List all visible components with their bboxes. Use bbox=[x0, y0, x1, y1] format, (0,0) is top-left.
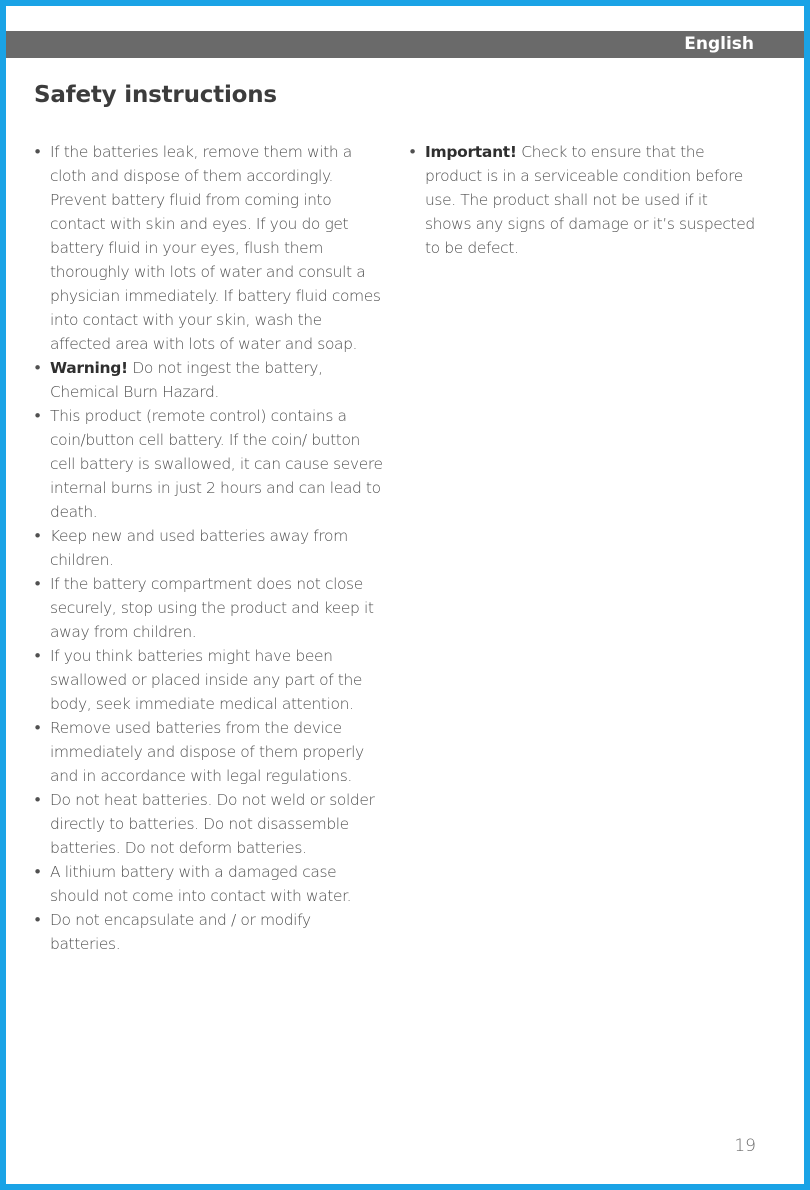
bullet-icon: • bbox=[33, 791, 42, 809]
page-title: Safety instructions bbox=[34, 82, 277, 108]
list-item bbox=[408, 140, 758, 260]
important-lead: Important! bbox=[425, 143, 517, 161]
item-text: A lithium battery with a damaged case should not come into contact with water. bbox=[50, 863, 352, 905]
right-column-list bbox=[408, 140, 758, 260]
list-item bbox=[33, 716, 383, 788]
item-text: Do not heat batteries. Do not weld or solder directly to batteries. Do not disassemble batteries. Do not deform batteries. bbox=[50, 791, 375, 857]
bullet-icon: • bbox=[33, 359, 42, 377]
item-text: This product (remote control) contains a coin/button cell battery. If the coin/ button cell battery is swallowed, it can cause severe internal burns in just 2 hours and can lead to death. bbox=[50, 407, 383, 521]
bullet-icon: • bbox=[33, 575, 42, 593]
bullet-icon: • bbox=[33, 911, 42, 929]
item-text: Remove used batteries from the device immediately and dispose of them properly and in accordance with legal regulations. bbox=[50, 719, 364, 785]
item-text: If you think batteries might have been swallowed or placed inside any part of the body, seek immediate medical attention. bbox=[50, 647, 363, 713]
list-item bbox=[33, 356, 383, 404]
list-item bbox=[33, 908, 383, 956]
list-item bbox=[33, 404, 383, 524]
bullet-icon: • bbox=[408, 143, 417, 161]
page-number: 19 bbox=[734, 1136, 756, 1156]
item-text: Check to ensure that the product is in a serviceable condition before use. The product shall not be used if it shows any signs of damage or it’s suspected to be defect. bbox=[425, 143, 755, 257]
list-item bbox=[33, 524, 383, 572]
warning-lead: Warning! bbox=[50, 359, 128, 377]
language-label: English bbox=[684, 34, 754, 54]
list-item bbox=[33, 860, 383, 908]
list-item bbox=[33, 788, 383, 860]
bullet-icon: • bbox=[33, 719, 42, 737]
item-text: If the batteries leak, remove them with a cloth and dispose of them accordingly. Prevent battery fluid from coming into contact with skin and eyes. If you do get battery fluid in your eyes, flush them thoroughly with lots of water and consult a physician immediately. If battery fluid comes into contact with your skin, wash the affected area with lots of water and soap. bbox=[50, 143, 381, 353]
item-text: Do not ingest the battery, Chemical Burn Hazard. bbox=[50, 359, 323, 401]
list-item bbox=[33, 572, 383, 644]
item-text: Do not encapsulate and / or modify batteries. bbox=[50, 911, 311, 953]
bullet-icon: • bbox=[33, 407, 42, 425]
bullet-icon: • bbox=[33, 143, 42, 161]
list-item bbox=[33, 140, 383, 356]
bullet-icon: • bbox=[33, 863, 42, 881]
left-column-list bbox=[33, 140, 383, 956]
header-bar bbox=[6, 31, 804, 58]
bullet-icon: • bbox=[33, 527, 42, 545]
item-text: If the battery compartment does not close securely, stop using the product and keep it away from children. bbox=[50, 575, 374, 641]
bullet-icon: • bbox=[33, 647, 42, 665]
list-item bbox=[33, 644, 383, 716]
item-text: Keep new and used batteries away from children. bbox=[50, 527, 348, 569]
